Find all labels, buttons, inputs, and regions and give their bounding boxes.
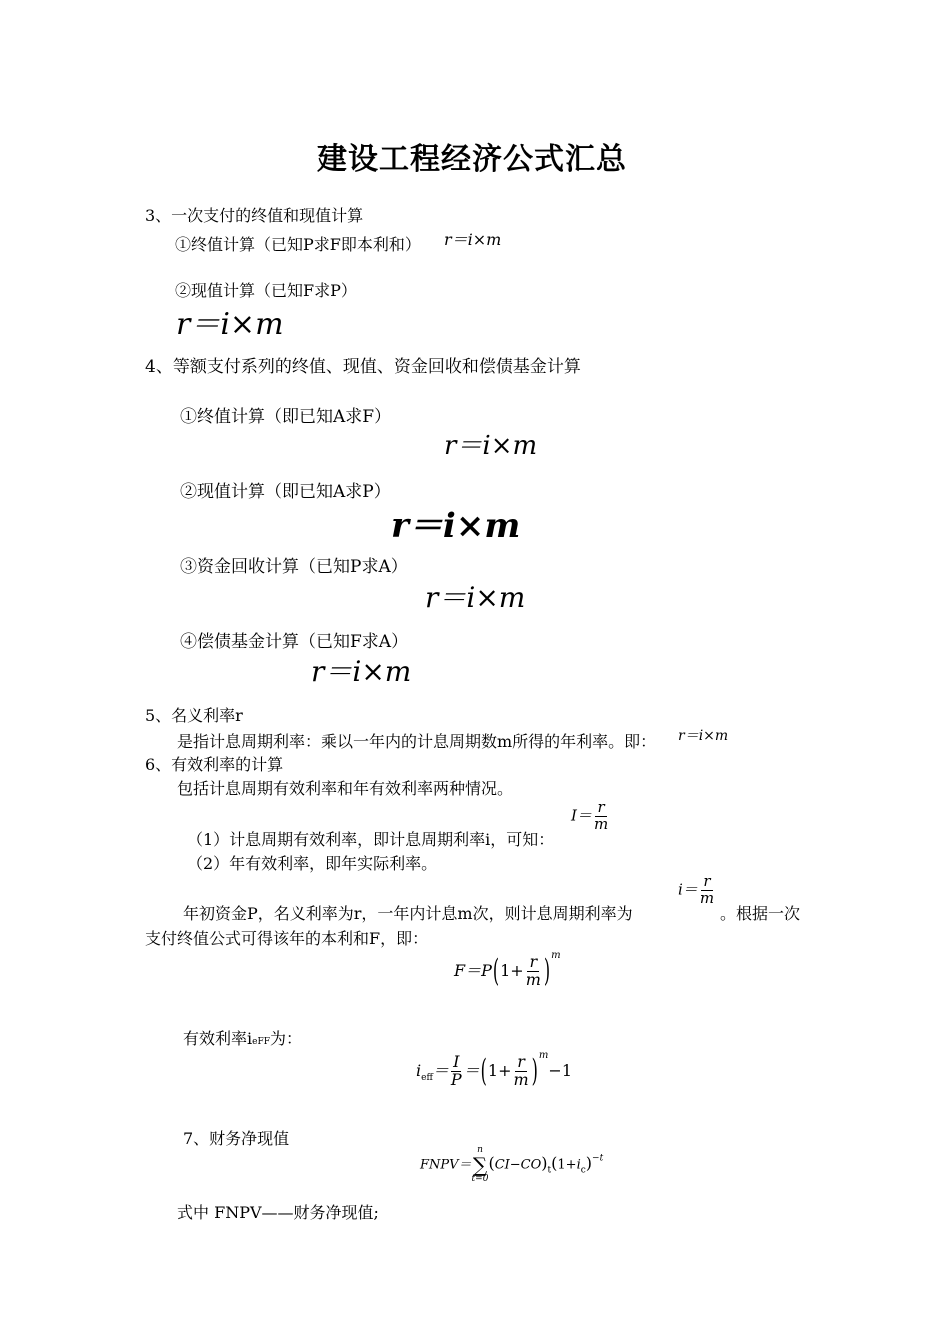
formula-sinking-fund: r＝i×m [311, 655, 412, 688]
section-4-item-1: ①终值计算（即已知A求F） [180, 407, 392, 427]
formula-i-r-over-m: i＝ $\frac{r}{m}$ [678, 872, 715, 907]
section-7-definition: 式中 FNPV——财务净现值; [177, 1203, 379, 1222]
fnpv-symbol: FNPV [420, 1157, 459, 1173]
formula-pv-annuity: r＝i×m [391, 506, 521, 546]
section-4-item-4: ④偿债基金计算（已知F求A） [180, 632, 409, 652]
formula-effective-rate: $i_{eff}=$ $\frac{I}{P}$ ＝(1+ $\frac{r}{m}$ )$^m$−1 [416, 1050, 572, 1089]
ieff-subscript: eff [421, 1073, 433, 1083]
formula-r-large: r＝i×m [176, 307, 284, 342]
eff-label-tail: 为： [269, 1029, 302, 1048]
sum-upper: n [477, 1145, 483, 1155]
formula-r-small: r＝i×m [444, 230, 502, 249]
section-6-point-2: （2）年有效利率，即年实际利率。 [187, 854, 438, 873]
formula-period-rate: I＝ $\frac{r}{m}$ [571, 798, 609, 833]
section-6-point-1: （1）计息周期有效利率，即计息周期利率i，可知： [187, 830, 555, 849]
section-4-item-3: ③资金回收计算（已知P求A） [180, 557, 408, 577]
formula-fnpv: FNPV＝ n ∑ t=0 $(CI-CO)_t(1+i_c)^{-t}$ [420, 1145, 604, 1184]
section-6-intro: 包括计息周期有效利率和年有效利率两种情况。 [177, 779, 514, 798]
section-6-para-c: 支付终值公式可得该年的本利和F，即： [145, 929, 429, 948]
eff-label-text: 有效利率i [183, 1029, 253, 1048]
section-3-item-2: ②现值计算（已知F求P） [175, 281, 357, 300]
section-5-heading: 5、名义利率r [145, 706, 243, 725]
section-4-item-2: ②现值计算（即已知A求P） [180, 482, 391, 502]
section-6-eff-label [183, 1026, 302, 1049]
formula-future-value: F＝P(1+ $\frac{r}{m}$ )$^m$ [454, 950, 561, 989]
section-6-heading: 6、有效利率的计算 [145, 755, 284, 774]
section-5-line: 是指计息周期利率：乘以一年内的计息周期数m所得的年利率。即： [177, 732, 657, 751]
formula-capital-recovery: r＝i×m [425, 581, 526, 614]
section-3-heading: 3、一次支付的终值和现值计算 [145, 206, 364, 225]
sum-lower: t=0 [471, 1174, 489, 1184]
page-title: 建设工程经济公式汇总 [317, 142, 627, 177]
section-4-heading: 4、等额支付系列的终值、现值、资金回收和偿债基金计算 [145, 357, 581, 377]
eff-label-sub: eFF [252, 1037, 270, 1047]
section-6-para-a: 年初资金P，名义利率为r，一年内计息m次，则计息周期利率为 [183, 904, 633, 923]
neg-t-exponent: −t [592, 1153, 604, 1164]
formula-nominal-rate: r＝i×m [678, 728, 729, 744]
section-3-item-1: ①终值计算（已知P求F即本利和） [175, 235, 421, 254]
section-7-heading: 7、财务净现值 [183, 1129, 290, 1148]
formula-fv-annuity: r＝i×m [444, 431, 538, 461]
section-6-para-b: 。根据一次 [720, 904, 801, 923]
